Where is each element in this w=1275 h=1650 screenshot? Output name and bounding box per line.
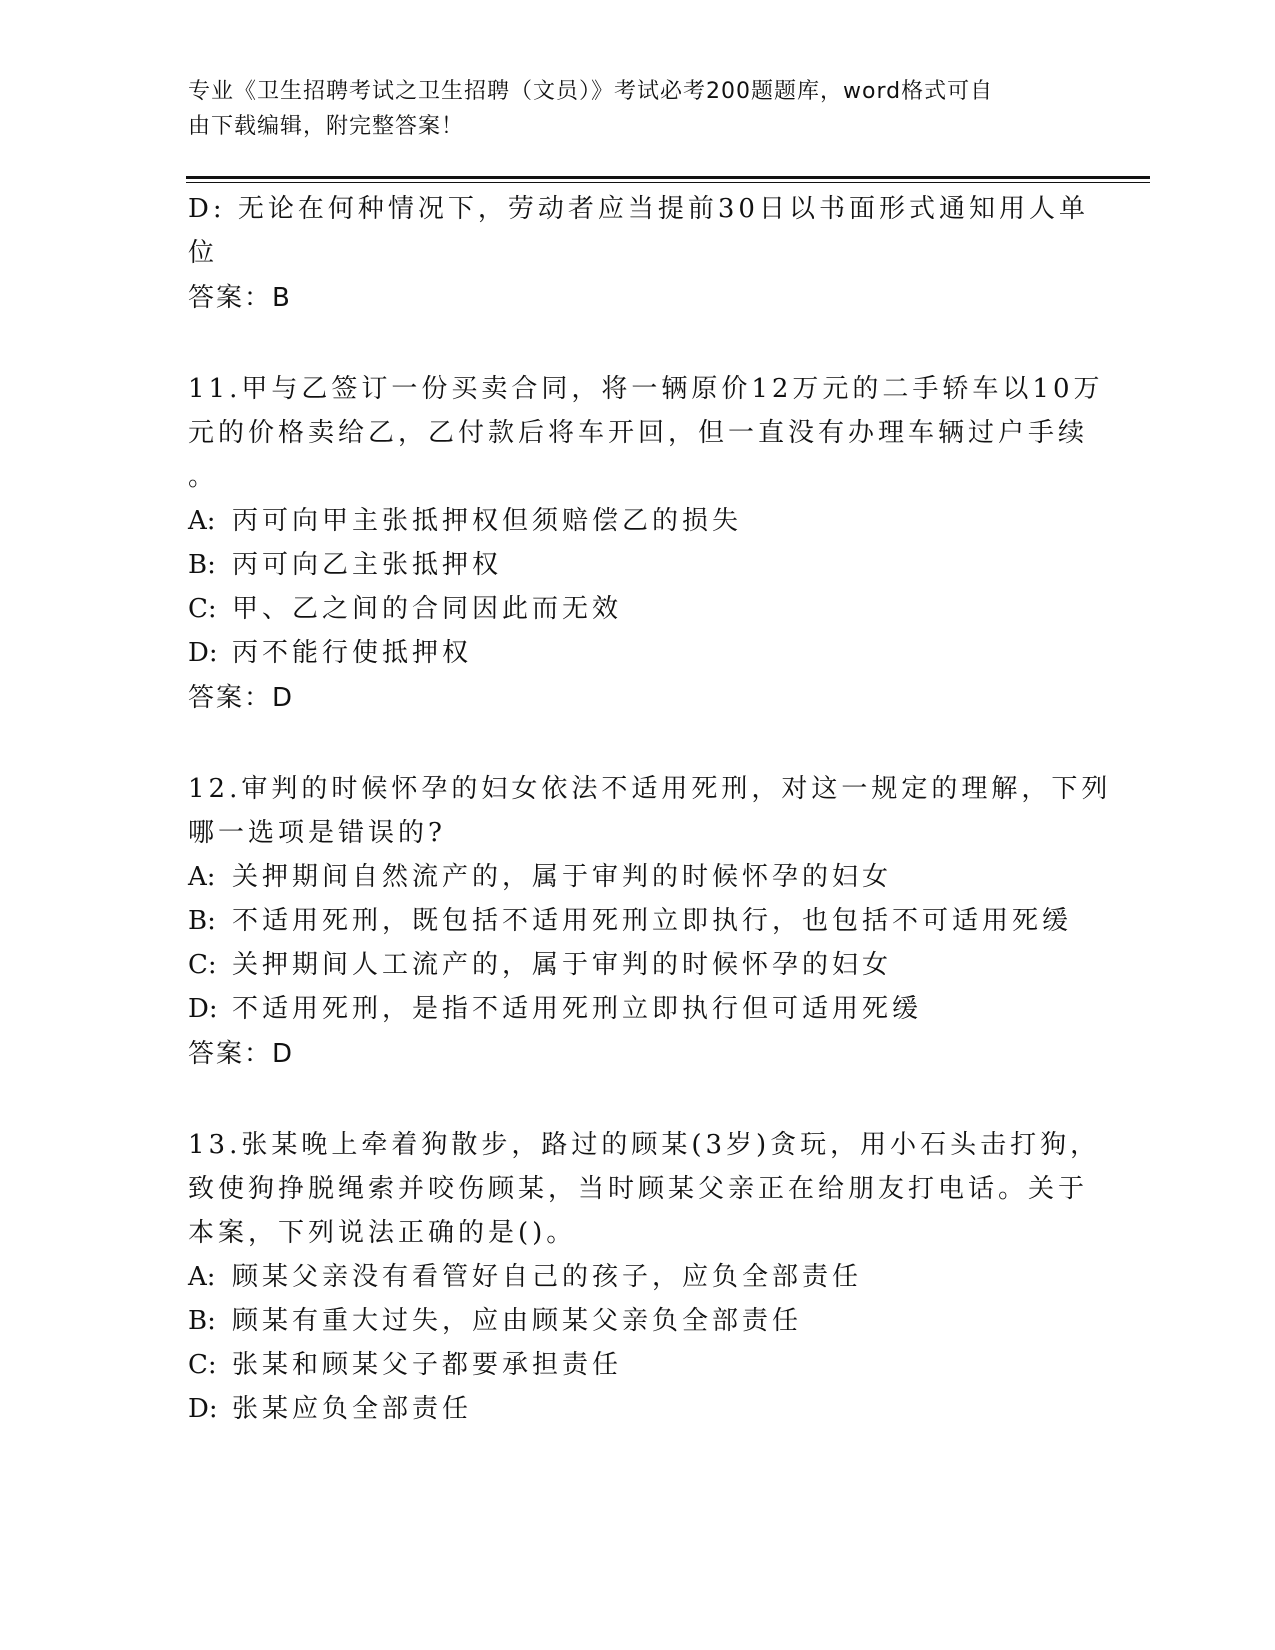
option-d-line-1: D: 无论在何种情况下，劳动者应当提前30日以书面形式通知用人单: [188, 194, 1089, 224]
question-11: [188, 367, 1104, 721]
option-key: B:: [188, 1306, 216, 1336]
option-key: D:: [188, 1394, 218, 1424]
question-stem-line-2: 致使狗挣脱绳索并咬伤顾某，当时顾某父亲正在给朋友打电话。关于: [188, 1174, 1089, 1204]
option-text: 关押期间自然流产的，属于审判的时候怀孕的妇女: [232, 862, 893, 892]
question-stem-line-2: 元的价格卖给乙，乙付款后将车开回，但一直没有办理车辆过户手续: [188, 418, 1089, 448]
answer-label: 答案：D: [188, 1039, 295, 1069]
question-13: [188, 1123, 1101, 1431]
question-stem-line-3: 本案，下列说法正确的是()。: [188, 1218, 577, 1248]
spacer: [188, 321, 1088, 367]
option-text: 甲、乙之间的合同因此而无效: [232, 594, 623, 624]
option-b: [188, 1299, 1088, 1343]
question-stem-line-1: 12.审判的时候怀孕的妇女依法不适用死刑，对这一规定的理解，下列: [188, 774, 1112, 804]
option-a: [188, 499, 1088, 543]
option-key: A:: [188, 506, 216, 536]
option-d: [188, 631, 1088, 675]
option-text: 顾某有重大过失，应由顾某父亲负全部责任: [232, 1306, 803, 1336]
option-key: B:: [188, 550, 216, 580]
option-text: 不适用死刑，是指不适用死刑立即执行但可适用死缓: [232, 994, 923, 1024]
question-stem-line-3: 。: [188, 462, 219, 492]
option-key: A:: [188, 1262, 216, 1292]
option-d: [188, 987, 1088, 1031]
option-a: [188, 1255, 1088, 1299]
spacer: [188, 721, 1088, 767]
option-b: [188, 543, 1088, 587]
option-d-line-2: 位: [188, 238, 219, 268]
option-c: [188, 943, 1088, 987]
question-stem-line-1: 11.甲与乙签订一份买卖合同，将一辆原价12万元的二手轿车以10万: [188, 374, 1104, 404]
option-text: 张某应负全部责任: [232, 1394, 473, 1424]
question-stem-line-1: 13.张某晚上牵着狗散步，路过的顾某(3岁)贪玩，用小石头击打狗，: [188, 1130, 1101, 1160]
option-text: 张某和顾某父子都要承担责任: [232, 1350, 623, 1380]
answer-label: 答案：B: [188, 283, 292, 313]
option-key: B:: [188, 906, 216, 936]
option-key: D:: [188, 638, 218, 668]
document-body: [188, 187, 1112, 1431]
option-c: [188, 587, 1088, 631]
question-10-tail: [188, 187, 1088, 321]
header-divider-thick: [186, 176, 1150, 179]
option-text: 关押期间人工流产的，属于审判的时候怀孕的妇女: [232, 950, 893, 980]
page-header: [188, 74, 1068, 144]
option-text: 丙可向乙主张抵押权: [232, 550, 503, 580]
option-a: [188, 855, 1088, 899]
option-key: C:: [188, 594, 217, 624]
header-title-line-2: 由下载编辑，附完整答案！: [188, 114, 465, 139]
option-text: 丙可向甲主张抵押权但须赔偿乙的损失: [232, 506, 743, 536]
spacer: [188, 1077, 1088, 1123]
option-text: 顾某父亲没有看管好自己的孩子，应负全部责任: [232, 1262, 863, 1292]
option-text: 不适用死刑，既包括不适用死刑立即执行，也包括不可适用死缓: [232, 906, 1073, 936]
answer-label: 答案：D: [188, 683, 295, 713]
option-text: 丙不能行使抵押权: [232, 638, 473, 668]
option-b: [188, 899, 1088, 943]
header-divider-thin: [186, 182, 1150, 183]
header-title-line-1: 专业《卫生招聘考试之卫生招聘（文员）》考试必考200题题库，word格式可自: [188, 79, 994, 104]
option-key: C:: [188, 1350, 217, 1380]
option-key: D:: [188, 994, 218, 1024]
option-d: [188, 1387, 1088, 1431]
option-c: [188, 1343, 1088, 1387]
question-stem-line-2: 哪一选项是错误的?: [188, 818, 446, 848]
question-12: [188, 767, 1112, 1077]
option-key: C:: [188, 950, 217, 980]
option-key: A:: [188, 862, 216, 892]
